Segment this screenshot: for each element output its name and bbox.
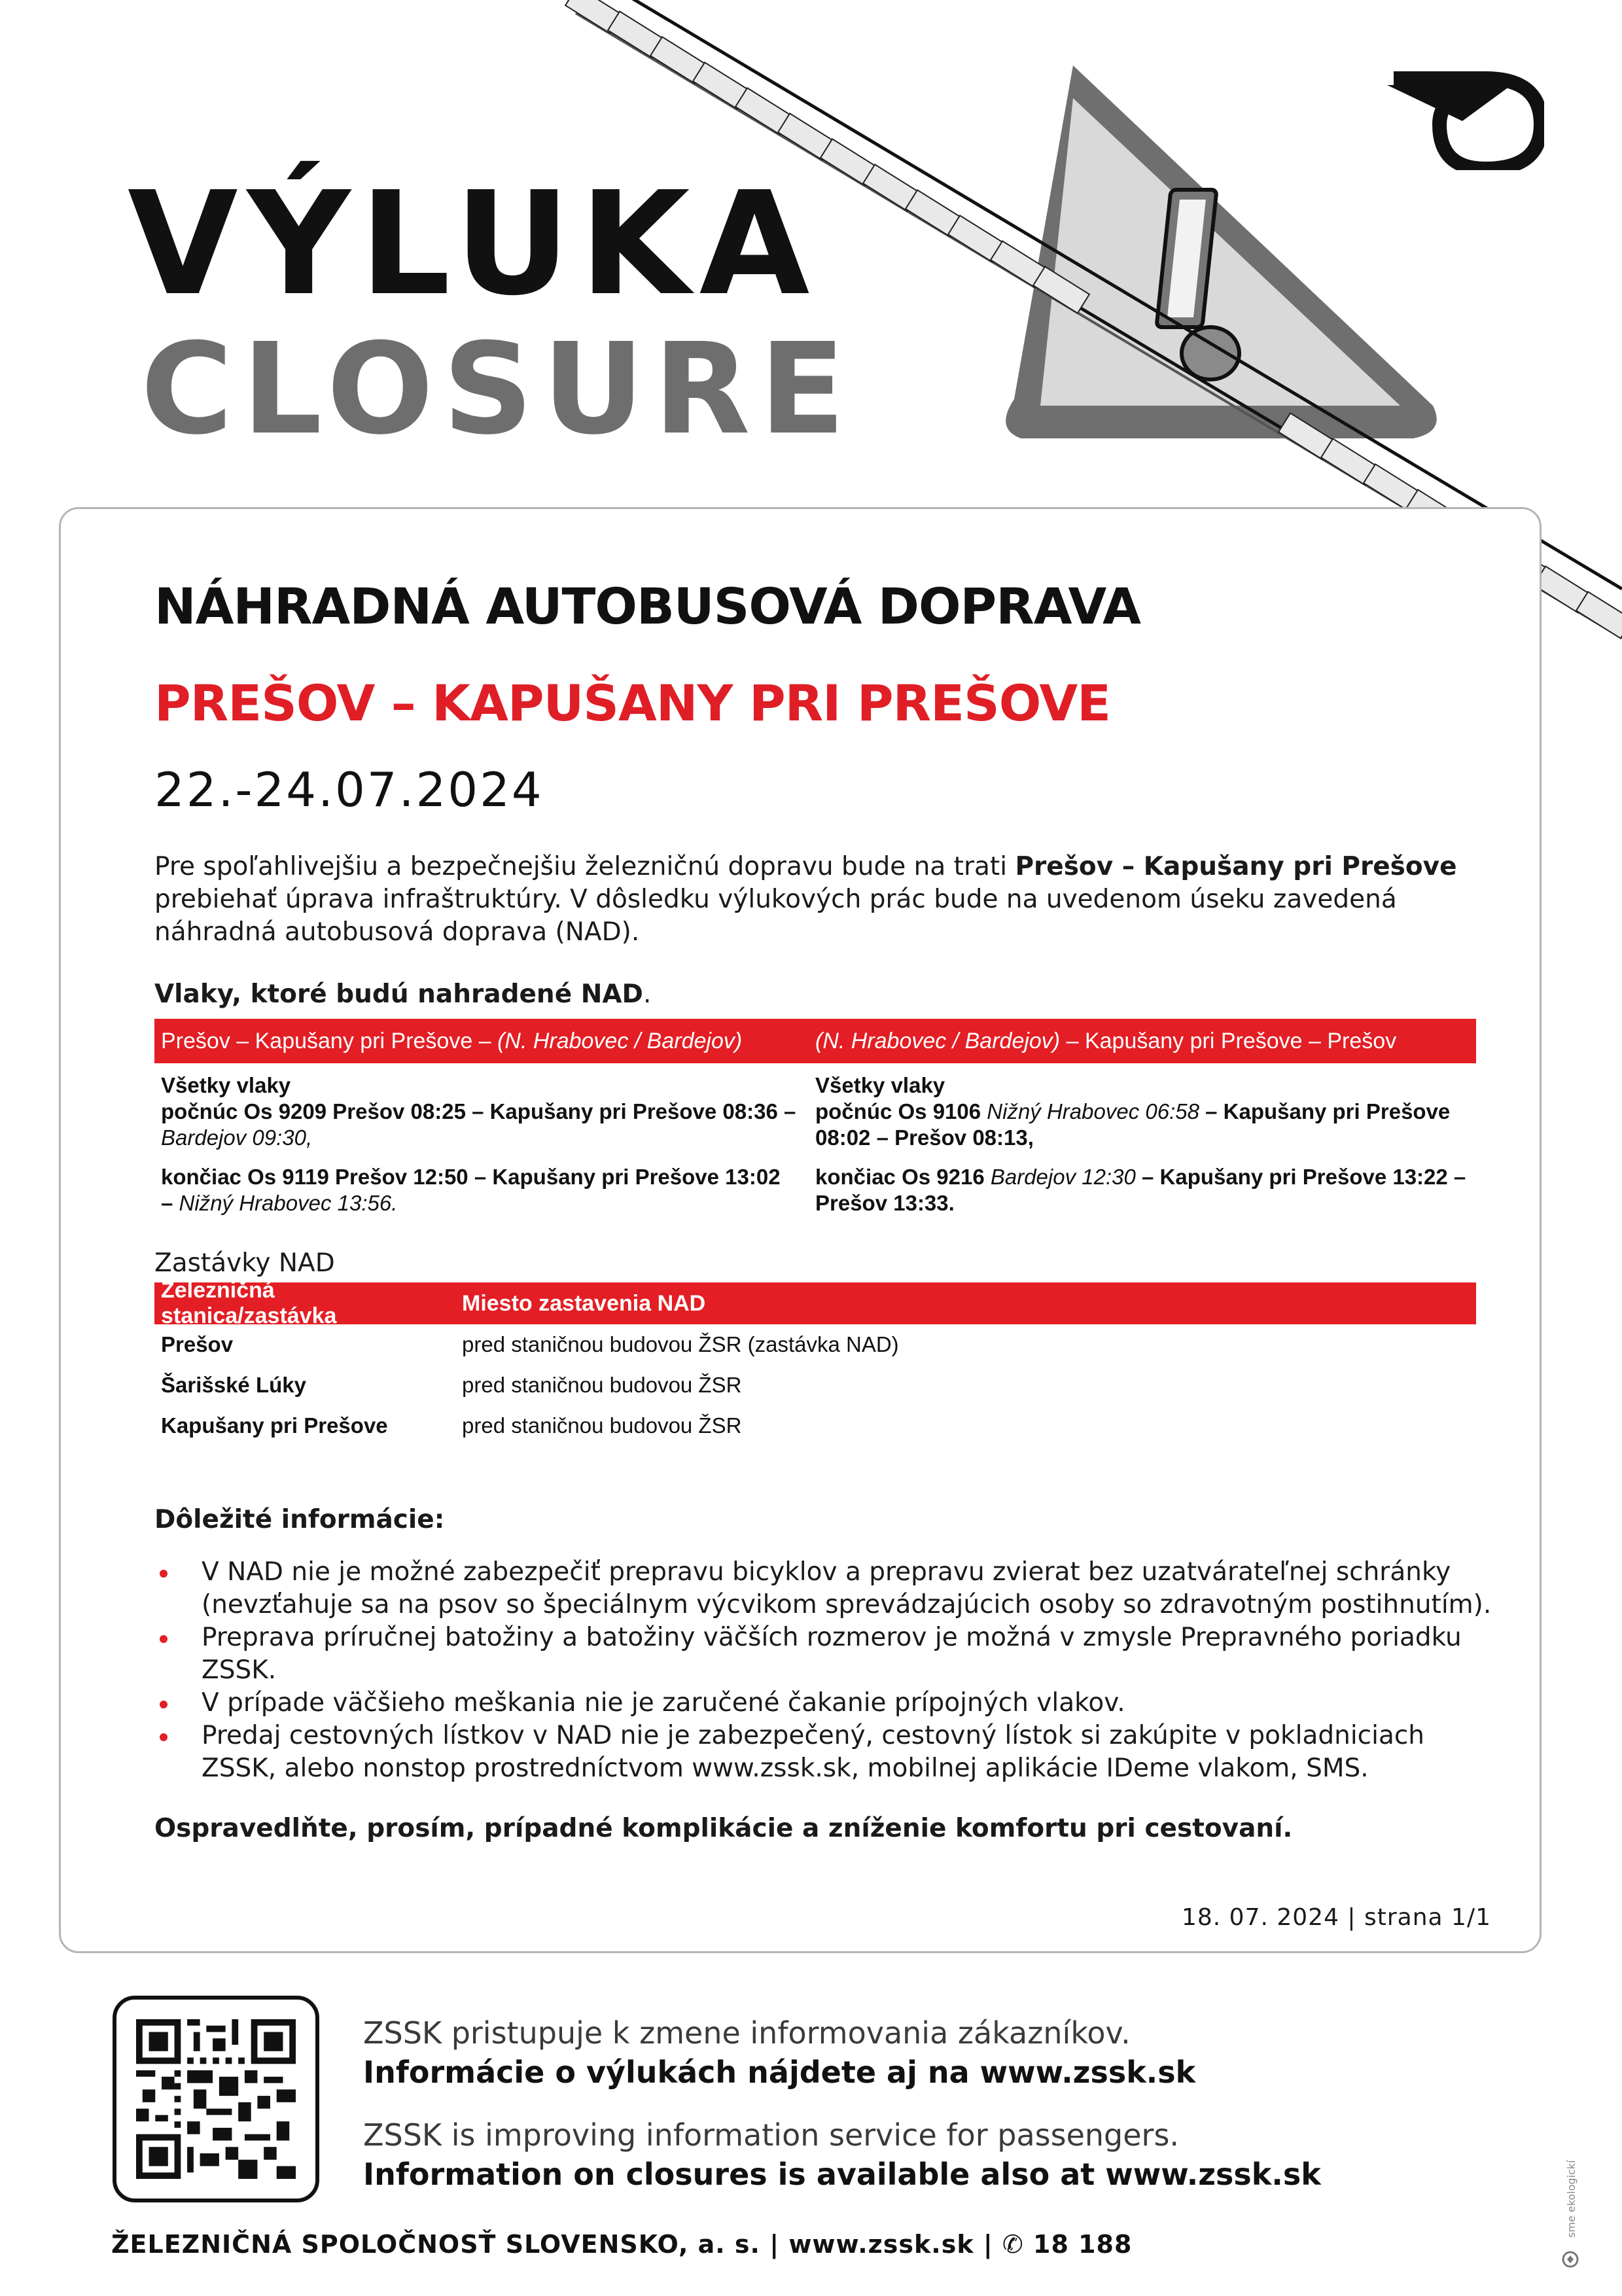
trains-table	[154, 1019, 1476, 1216]
info-list	[154, 1556, 1502, 1785]
trains-label-end: .	[643, 980, 652, 1009]
list-item: Predaj cestovných lístkov v NAD nie je zabezpečený, cestovný lístok si zakúpite v pokladniciach ZSSK, alebo nonstop prostredníctvom www.zssk.sk, mobilnej aplikácie IDeme vlakom, SMS.	[154, 1720, 1502, 1785]
trains-right-start	[809, 1072, 1476, 1151]
stops-table	[154, 1278, 1476, 1446]
trains-header-right	[809, 1029, 1476, 1054]
trains-table-header	[154, 1019, 1476, 1063]
footer-sk-line1: ZSSK pristupuje k zmene informovania zákazníkov.	[363, 2015, 1131, 2051]
trains-right-start-b: Nižný Hrabovec 06:58	[987, 1099, 1199, 1123]
table-row	[154, 1405, 1476, 1446]
trains-right-end-c: – Kapušany pri Prešove 13:22 –	[1135, 1165, 1466, 1189]
footer-en-line1: ZSSK is improving information service for passengers.	[363, 2117, 1180, 2153]
trains-left-end-b: –	[161, 1191, 179, 1215]
stop-place: pred staničnou budovou ŽSR	[462, 1413, 742, 1438]
intro-text-1: Pre spoľahlivejšiu a bezpečnejšiu železničnú dopravu bude na trati	[154, 852, 1015, 881]
eco-leaf-icon	[1562, 2251, 1579, 2268]
stop-place: pred staničnou budovou ŽSR (zastávka NAD)	[462, 1332, 899, 1356]
stops-table-header	[154, 1278, 1476, 1328]
intro-route: Prešov – Kapušany pri Prešove	[1015, 852, 1457, 881]
stops-col-place: Miesto zastavenia NAD	[462, 1290, 706, 1316]
trains-left-end-a: končiac Os 9119 Prešov 12:50 – Kapušany pri Prešove 13:02	[161, 1165, 781, 1189]
trains-left-all: Všetky vlaky	[161, 1073, 291, 1097]
eco-label: sme ekologickí	[1565, 2160, 1578, 2238]
table-row	[154, 1365, 1476, 1405]
trains-header-left-branch: (N. Hrabovec / Bardejov)	[497, 1028, 743, 1053]
warning-triangle-icon	[1006, 65, 1437, 438]
trains-header-right-branch: (N. Hrabovec / Bardejov)	[815, 1028, 1061, 1053]
trains-right-start-d: 08:02 – Prešov 08:13,	[815, 1125, 1034, 1150]
trains-left-start-a: počnúc Os 9209 Prešov 08:25 – Kapušany pri Prešove 08:36 –	[161, 1099, 796, 1123]
list-item: V prípade väčšieho meškania nie je zaručené čakanie prípojných vlakov.	[154, 1687, 1502, 1720]
trains-left-start	[154, 1072, 809, 1151]
trains-right-end-d: Prešov 13:33.	[815, 1191, 955, 1215]
trains-right-end-b: Bardejov 12:30	[990, 1165, 1136, 1189]
page-title: VÝLUKA	[128, 162, 819, 327]
qr-code-icon	[136, 2019, 296, 2179]
trains-right-all: Všetky vlaky	[815, 1073, 945, 1097]
notice-date: 22.-24.07.2024	[154, 762, 544, 817]
stop-place: pred staničnou budovou ŽSR	[462, 1373, 742, 1397]
trains-right-start-c: – Kapušany pri Prešove	[1199, 1099, 1451, 1123]
trains-header-left-route: Prešov – Kapušany pri Prešove –	[161, 1028, 498, 1053]
stops-label: Zastávky NAD	[154, 1248, 335, 1278]
footer-sk-line2: Informácie o výlukách nájdete aj na www.zssk.sk	[363, 2055, 1196, 2090]
trains-header-right-route: – Kapušany pri Prešove – Prešov	[1060, 1028, 1397, 1053]
apology-text: Ospravedlňte, prosím, prípadné komplikácie a zníženie komfortu pri cestovaní.	[154, 1814, 1293, 1843]
stop-station: Kapušany pri Prešove	[161, 1413, 388, 1438]
stops-col-station: Železničná stanica/zastávka	[161, 1278, 337, 1328]
intro-paragraph	[154, 851, 1502, 949]
list-item: Preprava príručnej batožiny a batožiny väčších rozmerov je možná v zmysle Prepravného poriadku ZSSK.	[154, 1621, 1502, 1687]
trains-label	[154, 980, 651, 1009]
page-subtitle: CLOSURE	[141, 317, 855, 463]
zssk-logo-icon	[1387, 59, 1544, 170]
notice-heading: NÁHRADNÁ AUTOBUSOVÁ DOPRAVA	[154, 577, 1140, 635]
stop-station: Prešov	[161, 1332, 234, 1356]
intro-text-2: prebiehať úprava infraštruktúry. V dôsledku výlukových prác bude na uvedenom úseku zavedená náhradná autobusová doprava (NAD).	[154, 885, 1397, 947]
qr-code[interactable]	[113, 1996, 319, 2202]
list-item: V NAD nie je možné zabezpečiť prepravu bicyklov a prepravu zvierat bez uzatvárateľnej schránky (nevzťahuje sa na psov so špeciálnym výcvikom sprevádzajúcich osoby so zdravotným postihnutím).	[154, 1556, 1502, 1621]
trains-left-end	[154, 1164, 809, 1216]
trains-header-left	[154, 1029, 809, 1054]
trains-right-end	[809, 1164, 1476, 1216]
notice-route: PREŠOV – KAPUŠANY PRI PREŠOVE	[154, 674, 1111, 732]
footer-en-line2: Information on closures is available also at www.zssk.sk	[363, 2157, 1321, 2192]
trains-left-end-c: Nižný Hrabovec 13:56.	[179, 1191, 398, 1215]
stop-station: Šarišské Lúky	[161, 1373, 306, 1397]
page-note: 18. 07. 2024 | strana 1/1	[1181, 1904, 1491, 1931]
trains-row-start	[154, 1072, 1476, 1151]
trains-left-start-b: Bardejov 09:30,	[161, 1125, 313, 1150]
trains-label-text: Vlaky, ktoré budú nahradené NAD	[154, 980, 643, 1009]
trains-right-start-a: počnúc Os 9106	[815, 1099, 987, 1123]
trains-right-end-a: končiac Os 9216	[815, 1165, 991, 1189]
table-row	[154, 1324, 1476, 1365]
company-footer: ŽELEZNIČNÁ SPOLOČNOSŤ SLOVENSKO, a. s. | www.zssk.sk | ✆ 18 188	[111, 2230, 1133, 2259]
trains-row-end	[154, 1164, 1476, 1216]
info-title: Dôležité informácie:	[154, 1505, 445, 1534]
